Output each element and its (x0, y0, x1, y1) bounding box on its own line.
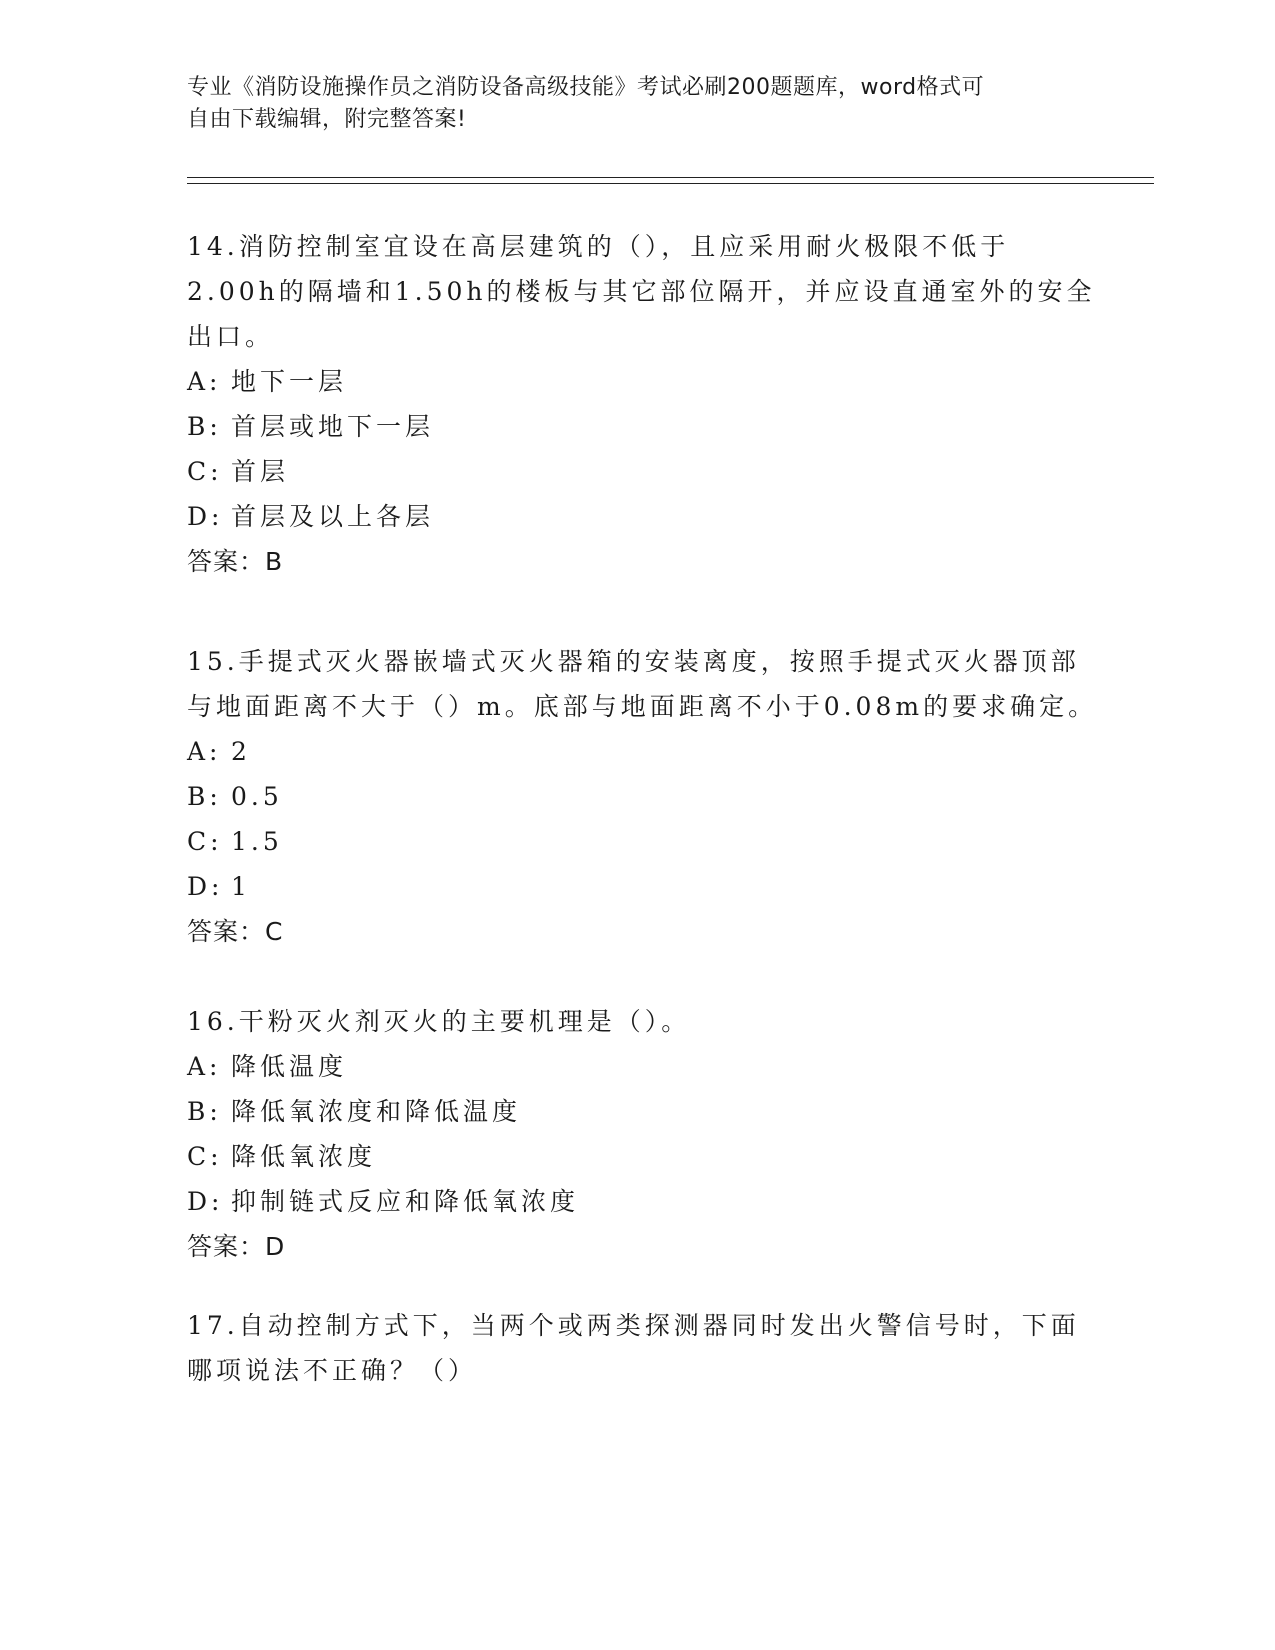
answer-line: 答案：D (187, 1232, 286, 1261)
option-letter: C: (187, 1142, 223, 1171)
question-16 (187, 999, 1087, 1269)
header-divider-top (187, 177, 1154, 178)
option-letter: C: (187, 457, 223, 486)
option-a (187, 359, 1087, 404)
option-letter: B: (187, 412, 222, 441)
option-b (187, 774, 1087, 819)
option-text: 1 (231, 872, 251, 901)
option-text: 1.5 (231, 827, 283, 856)
answer-line: 答案：C (187, 917, 284, 946)
option-d (187, 1179, 1087, 1224)
option-text: 0.5 (231, 782, 283, 811)
question-text-line: 15.手提式灭火器嵌墙式灭火器箱的安装离度，按照手提式灭火器顶部 (187, 647, 1080, 676)
option-text: 降低氧浓度 (231, 1142, 377, 1171)
option-b (187, 1089, 1087, 1134)
question-text-line: 16.干粉灭火剂灭火的主要机理是（）。 (187, 1007, 691, 1036)
header-divider-bottom (187, 183, 1154, 184)
option-d (187, 864, 1087, 909)
option-text: 地下一层 (231, 367, 348, 396)
option-letter: D: (187, 872, 224, 901)
option-c (187, 449, 1087, 494)
option-text: 首层 (231, 457, 290, 486)
header-title-line-1: 专业《消防设施操作员之消防设备高级技能》考试必刷200题题库，word格式可 (187, 75, 985, 100)
option-text: 首层或地下一层 (231, 412, 435, 441)
option-text: 首层及以上各层 (231, 502, 435, 531)
question-text-line: 哪项说法不正确？（） (187, 1356, 478, 1385)
question-14 (187, 224, 1096, 584)
option-letter: A: (187, 737, 222, 766)
header-title-line-2: 自由下载编辑，附完整答案! (187, 107, 467, 132)
question-text-line: 2.00h的隔墙和1.50h的楼板与其它部位隔开，并应设直通室外的安全 (187, 277, 1096, 306)
option-letter: D: (187, 1187, 224, 1216)
option-c (187, 819, 1087, 864)
question-text-line: 与地面距离不大于（）m。底部与地面距离不小于0.08m的要求确定。 (187, 692, 1098, 721)
option-b (187, 404, 1087, 449)
question-17 (187, 1303, 1087, 1393)
question-text-line: 14.消防控制室宜设在高层建筑的（），且应采用耐火极限不低于 (187, 232, 1010, 261)
option-a (187, 1044, 1087, 1089)
option-letter: B: (187, 782, 222, 811)
document-header (187, 72, 1067, 136)
option-a (187, 729, 1087, 774)
question-text-line: 17.自动控制方式下，当两个或两类探测器同时发出火警信号时，下面 (187, 1311, 1080, 1340)
option-letter: D: (187, 502, 224, 531)
option-text: 降低温度 (231, 1052, 348, 1081)
answer-line: 答案：B (187, 547, 284, 576)
question-15 (187, 639, 1098, 954)
option-c (187, 1134, 1087, 1179)
option-d (187, 494, 1087, 539)
option-text: 降低氧浓度和降低温度 (231, 1097, 522, 1126)
option-text: 抑制链式反应和降低氧浓度 (231, 1187, 580, 1216)
option-letter: B: (187, 1097, 222, 1126)
option-letter: C: (187, 827, 223, 856)
option-letter: A: (187, 367, 222, 396)
question-text-line: 出口。 (187, 322, 275, 351)
option-text: 2 (231, 737, 251, 766)
option-letter: A: (187, 1052, 222, 1081)
